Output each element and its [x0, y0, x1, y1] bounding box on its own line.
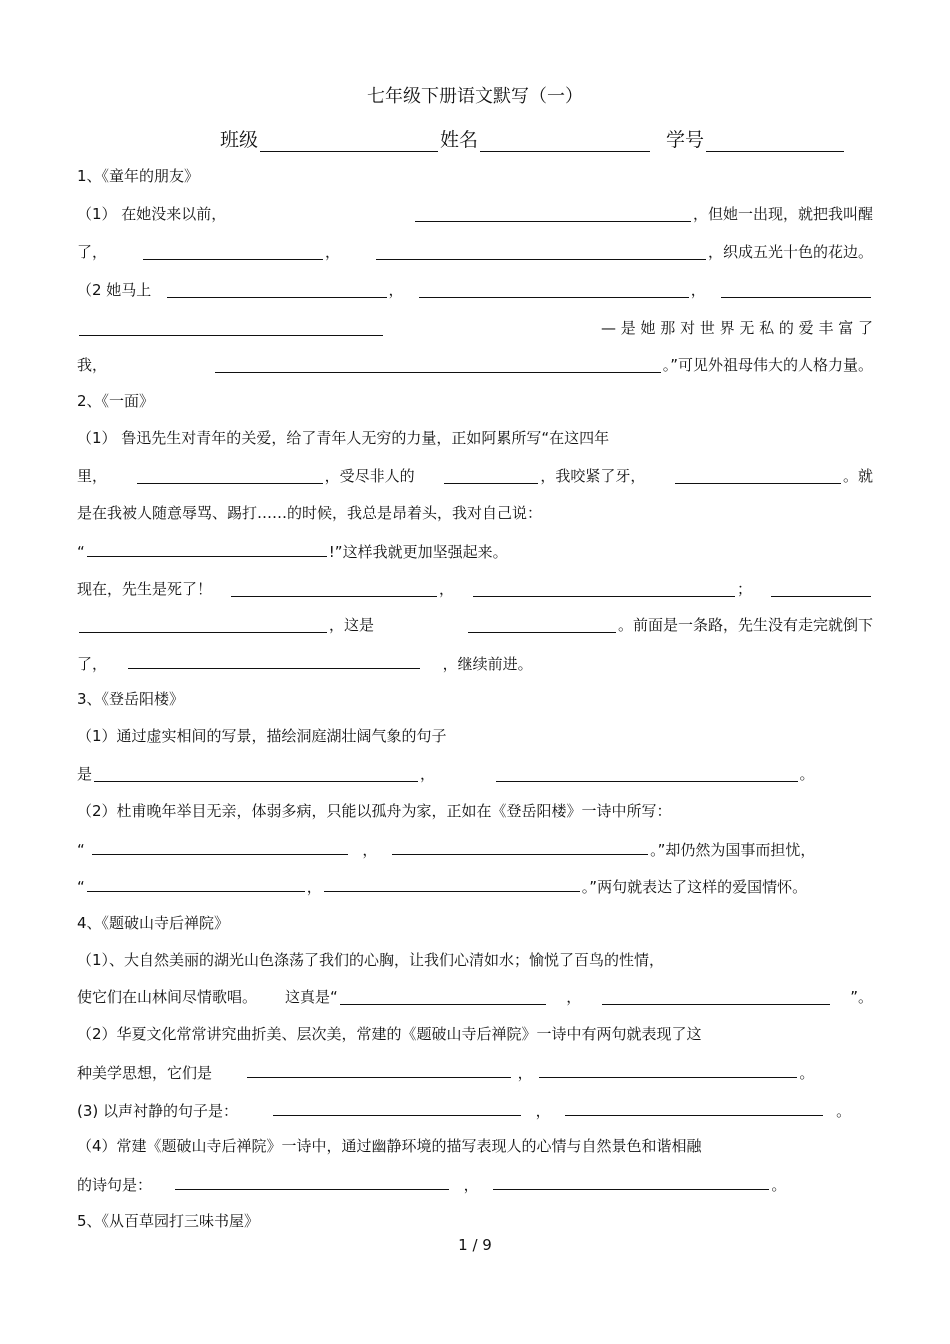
q4-text: 。: [799, 1064, 815, 1082]
q4-text: 。: [836, 1102, 852, 1120]
q2-text: 是在我被人随意辱骂、踢打……的时候，我总是昂着头，我对自己说：: [77, 504, 543, 522]
q2-text: ，: [439, 580, 455, 598]
q2-blank[interactable]: [87, 538, 327, 557]
q2-blank[interactable]: [128, 650, 420, 669]
q1-blank[interactable]: [376, 245, 706, 260]
q1-text: — 是 她 那 对 世 界 无 私 的 爱 丰 富 了: [601, 319, 873, 337]
q3-heading: 3、《登岳阳楼》: [77, 690, 185, 708]
q3-text: 。”却仍然为国事而担忧，: [650, 841, 816, 859]
q4-blank[interactable]: [340, 990, 546, 1005]
q1-line: [77, 201, 873, 227]
q2-blank[interactable]: [473, 582, 735, 597]
q4-blank[interactable]: [565, 1097, 823, 1116]
q3-text: （2）杜甫晚年举目无亲，体弱多病，只能以孤舟为家，正如在《登岳阳楼》一诗中所写：: [77, 802, 672, 820]
q2-text: “: [77, 543, 85, 561]
q2-blank[interactable]: [675, 469, 841, 484]
q4-text: (3) 以声衬静的句子是：: [77, 1102, 239, 1120]
q2-line: [77, 650, 873, 676]
q2-text: 。就: [842, 467, 873, 485]
q4-blank[interactable]: [493, 1171, 769, 1190]
q3-text: “: [77, 878, 85, 896]
q1-line: [77, 315, 873, 341]
q1-text: ，: [325, 243, 341, 261]
q2-text: ；: [737, 580, 753, 598]
q1-blank[interactable]: [79, 321, 383, 336]
q1-blank[interactable]: [419, 283, 689, 298]
q2-blank[interactable]: [231, 582, 437, 597]
q4-line: [77, 984, 873, 1010]
q2-blank[interactable]: [79, 618, 327, 633]
q4-text: ，: [517, 1064, 533, 1082]
q3-text: 。”两句就表达了这样的爱国情怀。: [581, 878, 808, 896]
q3-text: ，: [420, 765, 436, 783]
q5-heading: 5、《从百草园打三味书屋》: [77, 1212, 260, 1230]
q1-text: （2 她马上: [77, 281, 152, 299]
q2-heading: 2、《一面》: [77, 392, 155, 410]
q1-line: [77, 277, 873, 303]
q1-blank[interactable]: [721, 283, 871, 298]
q3-text: “: [77, 841, 85, 859]
page-number: 1 / 9: [458, 1236, 492, 1254]
q3-blank[interactable]: [94, 767, 418, 782]
class-label: 班级: [220, 129, 259, 151]
q3-line: [77, 873, 873, 899]
q2-text: ，继续前进。: [442, 655, 533, 673]
q2-line: [77, 538, 873, 564]
q4-blank[interactable]: [539, 1059, 797, 1078]
q2-text: 了，: [77, 655, 108, 673]
q1-text: （1） 在她没来以前，: [77, 205, 227, 223]
q4-text: 种美学思想，它们是: [77, 1064, 213, 1082]
name-label: 姓名: [440, 129, 479, 151]
q2-line: [77, 576, 873, 602]
q4-blank[interactable]: [273, 1097, 521, 1116]
q3-blank[interactable]: [92, 836, 348, 855]
q4-line: [77, 1171, 873, 1197]
q1-line: [77, 239, 873, 265]
q3-blank[interactable]: [324, 873, 580, 892]
number-label: 学号: [666, 129, 705, 151]
q2-text: 。前面是一条路，先生没有走完就倒下: [617, 616, 873, 634]
q1-heading: 1、《童年的朋友》: [77, 167, 200, 185]
q2-blank[interactable]: [444, 469, 538, 484]
q1-blank[interactable]: [415, 207, 691, 222]
q1-blank[interactable]: [215, 358, 661, 373]
q1-line: [77, 352, 873, 378]
q1-text: 了，: [77, 243, 108, 261]
q4-line: [77, 1059, 873, 1085]
q4-text: ，: [463, 1176, 479, 1194]
q2-text: ，这是: [329, 616, 375, 634]
name-blank[interactable]: [480, 131, 650, 152]
q4-blank[interactable]: [602, 990, 830, 1005]
q2-text: 现在，先生是死了！: [77, 580, 213, 598]
q4-text: （1）、大自然美丽的湖光山色涤荡了我们的心胸，让我们心清如水；愉悦了百鸟的性情，: [77, 951, 665, 969]
q4-text: 。: [771, 1176, 787, 1194]
q1-text: 我，: [77, 356, 108, 374]
q2-text: 里，: [77, 467, 108, 485]
q4-text: 这真是“: [285, 988, 338, 1006]
q4-text: （2）华夏文化常常讲究曲折美、层次美，常建的《题破山寺后禅院》一诗中有两句就表现了这: [77, 1025, 702, 1043]
q3-text: 是: [77, 765, 93, 783]
q4-blank[interactable]: [175, 1171, 449, 1190]
q2-line: [77, 463, 873, 489]
q4-heading: 4、《题破山寺后禅院》: [77, 914, 230, 932]
q4-text: 的诗句是：: [77, 1176, 153, 1194]
q1-text: ，: [690, 281, 706, 299]
page-title: 七年级下册语文默写（一）: [367, 86, 583, 107]
q1-blank[interactable]: [167, 283, 387, 298]
q4-line: [77, 1097, 873, 1123]
q3-text: 。: [799, 765, 815, 783]
q2-blank[interactable]: [468, 618, 616, 633]
number-blank[interactable]: [706, 131, 844, 152]
class-blank[interactable]: [260, 131, 438, 152]
q2-blank[interactable]: [137, 469, 323, 484]
q1-text: ，: [388, 281, 404, 299]
q4-text: （4）常建《题破山寺后禅院》一诗中，通过幽静环境的描写表现人的心情与自然景色和谐相融: [77, 1137, 702, 1155]
q3-blank[interactable]: [392, 836, 648, 855]
q1-text: 。”可见外祖母伟大的人格力量。: [662, 356, 873, 374]
student-info-line: [220, 124, 872, 152]
q3-blank[interactable]: [496, 767, 798, 782]
q3-line: [77, 836, 873, 862]
q3-text: ，: [362, 841, 378, 859]
q1-blank[interactable]: [143, 245, 323, 260]
q4-text: ，: [566, 988, 582, 1006]
q3-line: [77, 761, 873, 787]
q1-text: ，但她一出现，就把我叫醒: [692, 205, 873, 223]
q4-text: 使它们在山林间尽情歌唱。: [77, 988, 258, 1006]
q2-line: [77, 612, 873, 638]
q2-blank[interactable]: [771, 582, 871, 597]
q2-text: !”这样我就更加坚强起来。: [328, 543, 508, 561]
q4-blank[interactable]: [247, 1059, 511, 1078]
q2-text: （1） 鲁迅先生对青年的关爱，给了青年人无穷的力量，正如阿累所写“在这四年: [77, 429, 610, 447]
q1-text: ，织成五光十色的花边。: [708, 243, 874, 261]
q2-text: ，我咬紧了牙，: [540, 467, 646, 485]
q2-text: ，受尽非人的: [324, 467, 415, 485]
q3-text: （1）通过虚实相间的写景，描绘洞庭湖壮阔气象的句子: [77, 727, 447, 745]
q3-blank[interactable]: [87, 873, 305, 892]
q4-text: ”。: [850, 988, 873, 1006]
q3-text: ，: [306, 878, 322, 896]
q4-text: ，: [535, 1102, 551, 1120]
